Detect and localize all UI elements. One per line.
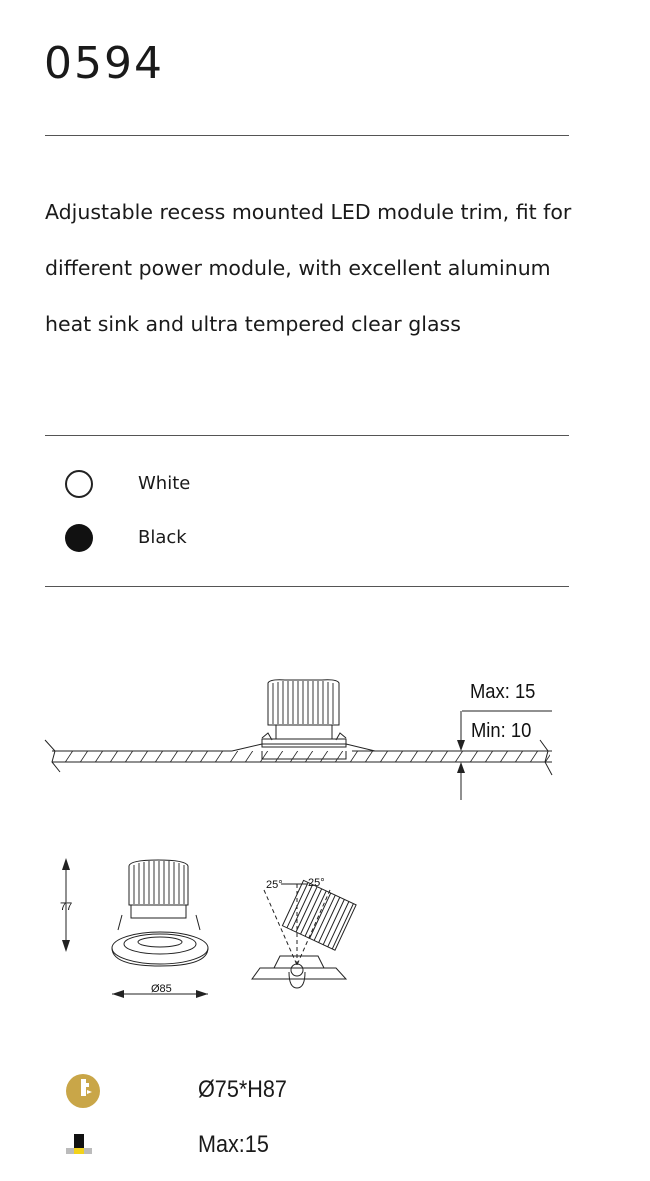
tilt-right-label: 25° — [308, 877, 325, 889]
front-view-drawing — [66, 860, 208, 994]
product-code: 0594 — [44, 38, 164, 89]
tilt-left-label: 25° — [266, 879, 283, 891]
ceiling-thickness-icon — [66, 1130, 96, 1160]
color-label-white: White — [138, 473, 191, 494]
height-dimension-label: 77 — [60, 901, 73, 913]
min-thickness-label: Min: 10 — [470, 720, 532, 743]
spec-row-cutout — [66, 1074, 366, 1108]
description-line: heat sink and ultra tempered clear glass — [45, 312, 461, 336]
spec-row-thickness — [66, 1130, 366, 1164]
divider — [45, 586, 569, 587]
divider — [45, 435, 569, 436]
color-label-black: Black — [138, 527, 187, 548]
max-thickness-label: Max: 15 — [470, 681, 536, 704]
thickness-text: Max:15 — [198, 1131, 269, 1158]
white-swatch[interactable] — [65, 470, 93, 498]
description-line: Adjustable recess mounted LED module trim, fit for — [45, 200, 572, 224]
description-line: different power module, with excellent aluminum — [45, 256, 551, 280]
tilt-view-drawing — [252, 880, 356, 988]
diameter-dimension-label: Ø85 — [151, 983, 172, 995]
technical-drawing — [0, 600, 650, 1020]
product-description — [45, 184, 605, 352]
cutout-size-icon — [66, 1074, 100, 1108]
black-swatch[interactable] — [65, 524, 93, 552]
cutout-size-text: Ø75*H87 — [198, 1076, 287, 1103]
divider — [45, 135, 569, 136]
